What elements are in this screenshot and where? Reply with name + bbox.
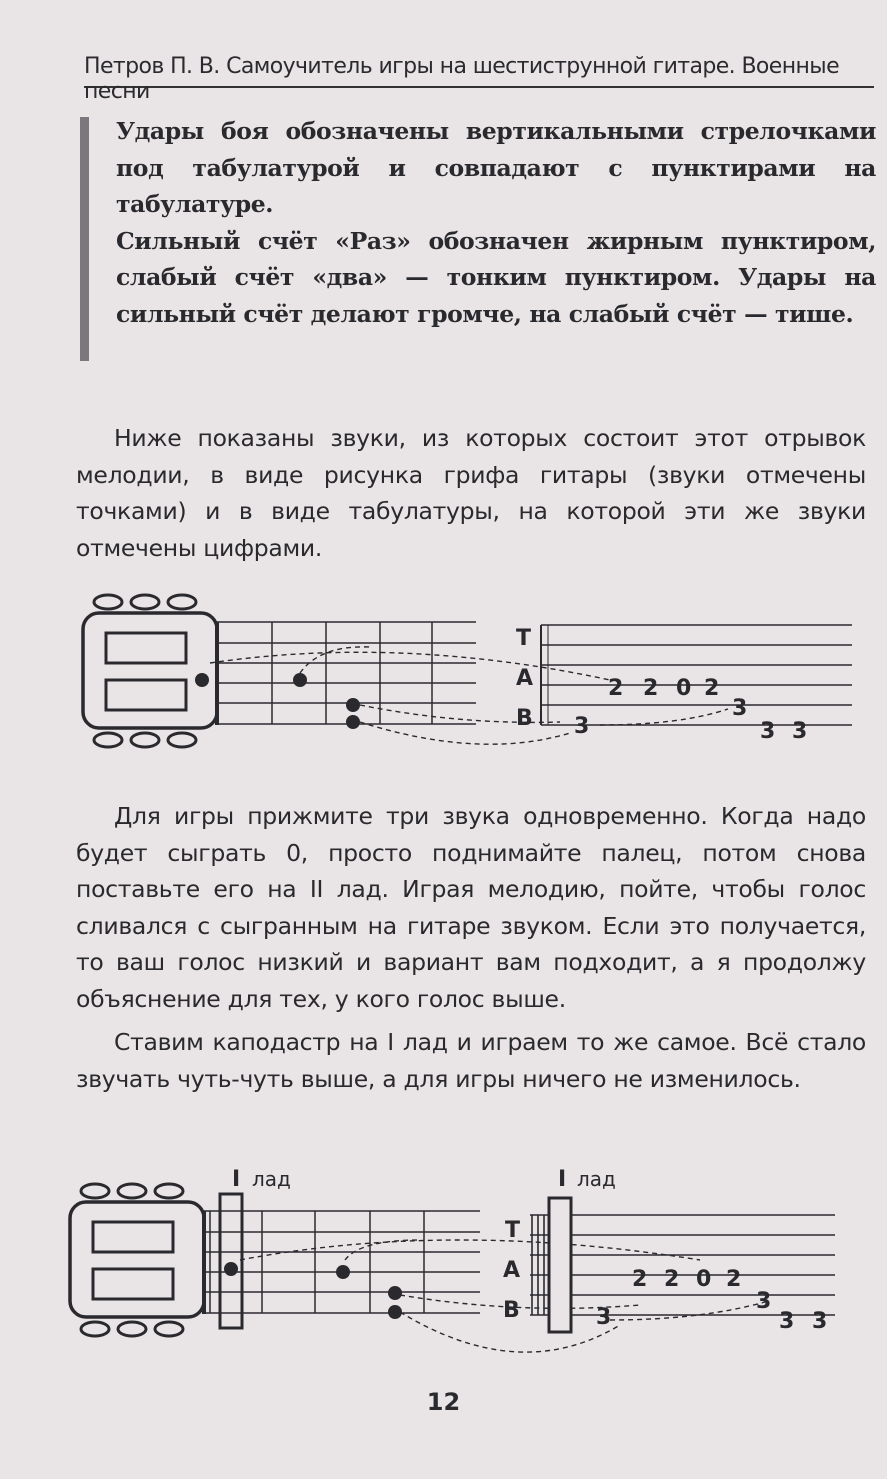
tab-bars: [541, 625, 548, 725]
tab-number: 3: [779, 1309, 795, 1334]
body-paragraph-1: Ниже показаны звуки, из которых состоит этот отрывок мелодии, в виде рисунка грифа гитары (звуки отмечены точками) и в виде табулатуры, на которой эти же звуки отмечены цифрами.: [76, 424, 866, 562]
tab-number: 3: [792, 719, 808, 744]
tab-numbers: [574, 676, 807, 744]
tab-number: 0: [676, 676, 692, 701]
tab-staff: [530, 1215, 835, 1315]
tab-lettering: [503, 1218, 520, 1323]
running-header: [84, 48, 874, 104]
tab-number: 3: [732, 696, 748, 721]
tab-number: 2: [726, 1267, 742, 1292]
fretboard-strings: [217, 622, 476, 724]
tab-number: 0: [696, 1267, 712, 1292]
tab-letter-t: T: [505, 1218, 521, 1243]
fretboard-strings: [204, 1211, 480, 1313]
note-dots: [224, 1262, 402, 1319]
tab-number: 2: [608, 676, 624, 701]
note-side-bar: [80, 117, 89, 361]
capo-label: лад: [252, 1167, 291, 1191]
tab-number: 2: [632, 1267, 648, 1292]
fretboard-diagram-1: [0, 585, 887, 760]
body-paragraph-2: Для игры прижмите три звука одновременно. Когда надо будет сыграть 0, просто поднимайте палец, потом снова поставьте его на II лад. Играя мелодию, пойте, чтобы голос сливался с сыгранным на гитаре звуком. Если это получается, то ваш голос низкий и вариант вам подходит, а я продолжу объяснение для тех, у кого голос выше.: [76, 802, 866, 1013]
tab-letter-a: A: [516, 666, 534, 691]
tab-letter-t: T: [516, 626, 532, 651]
tab-number: 3: [756, 1289, 772, 1314]
note-paragraph-1: Удары боя обозначены вертикальными стрелочками под табулатурой и совпадают с пунктирами на табулатуре.: [116, 117, 876, 218]
capo-roman-numeral: I: [558, 1167, 567, 1192]
body-paragraph-3: Ставим каподастр на I лад и играем то же самое. Всё стало звучать чуть-чуть выше, а для игры ничего не изменилось.: [76, 1028, 866, 1093]
tab-number: 2: [643, 676, 659, 701]
page-number: 12: [426, 1388, 461, 1416]
capo-bar: [549, 1198, 571, 1332]
tab-letter-b: B: [503, 1298, 520, 1323]
highlight-note: [76, 113, 876, 363]
note-dots: [195, 673, 360, 729]
tab-letter-a: A: [503, 1258, 521, 1283]
tab-lettering: [516, 626, 533, 731]
connector-lines: [240, 1240, 765, 1352]
capo-bar: [220, 1194, 242, 1328]
capo-roman-numeral: I: [232, 1167, 241, 1192]
tab-number: 3: [760, 719, 776, 744]
tab-number: 2: [664, 1267, 680, 1292]
tab-letter-b: B: [516, 706, 533, 731]
fretboard-diagram-capo: [0, 1160, 887, 1380]
tab-number: 3: [812, 1309, 828, 1334]
tab-numbers: [596, 1267, 827, 1334]
tab-bars: [532, 1215, 544, 1315]
tab-number: 3: [574, 714, 590, 739]
capo-label: лад: [577, 1167, 616, 1191]
tab-number: 3: [596, 1305, 612, 1330]
tuning-pegs: [81, 1184, 183, 1336]
running-title: Петров П. В. Самоучитель игры на шестиструнной гитаре. Военные песни: [84, 54, 840, 104]
tuning-pegs: [94, 595, 196, 747]
tab-number: 2: [704, 676, 720, 701]
note-paragraph-2: Сильный счёт «Раз» обозначен жирным пунктиром, слабый счёт «два» — тонким пунктиром. Удары на сильный счёт делают громче, на слабый счёт — тише.: [116, 226, 876, 328]
